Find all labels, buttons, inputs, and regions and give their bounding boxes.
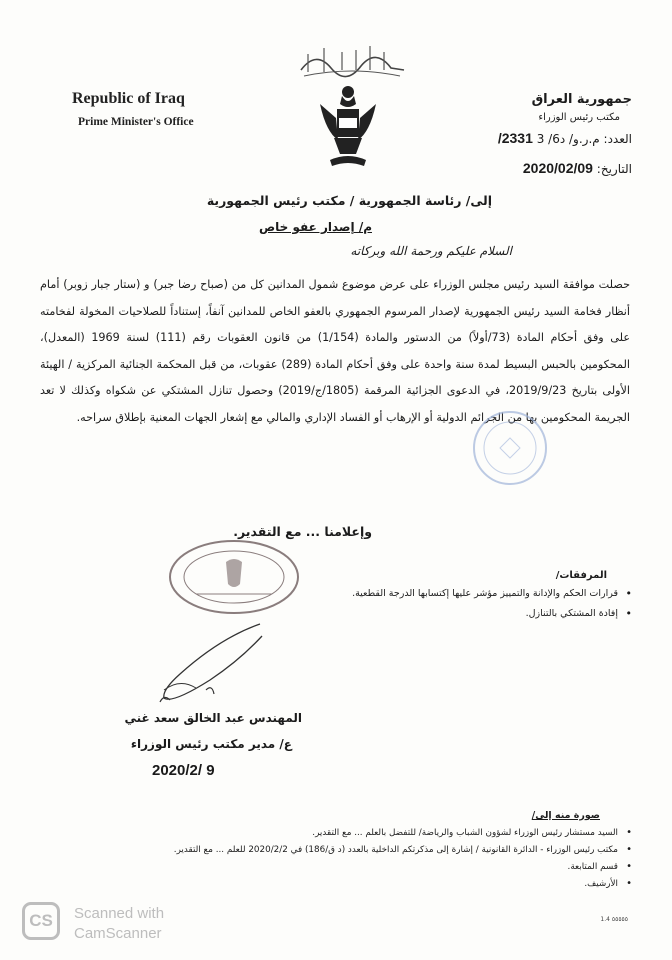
signatory-role: ع/ مدير مكتب رئيس الوزراء — [130, 737, 292, 751]
copy-recipient-item: • الأرشيف. — [112, 879, 632, 889]
attachment-item: • قرارات الحكم والإدانة والتمييز مؤشر عليها إكتسابها الدرجة القطعية. — [302, 588, 632, 599]
reference-number-label: العدد: م.ر.و/ د6/ 3 — [536, 132, 632, 146]
iraq-eagle-emblem-icon — [316, 82, 380, 172]
signature-date: 2020/2/ 9 — [152, 762, 215, 779]
attachments-title: المرفقات/ — [555, 570, 607, 581]
camscanner-line-2: CamScanner — [74, 925, 162, 942]
letter-date-value: 2020/02/09 — [522, 160, 593, 176]
letter-date — [523, 160, 632, 176]
camscanner-line-1: Scanned with — [74, 905, 165, 922]
reference-number-value: 2331/ — [497, 130, 533, 146]
copies-title: صورة منه إلى/ — [531, 810, 600, 821]
footer-code: 1.4 ٥٥٥٥٥ — [600, 916, 628, 923]
copy-recipient-item: • مكتب رئيس الوزراء - الدائرة القانونية / إشارة إلى مذكرتكم الداخلية بالعدد (د ق/186) في 2020/2/2 للعلم ... مع التقدير. — [112, 845, 632, 855]
basmala-calligraphy — [296, 40, 408, 80]
arabic-country-title: جمهورية العراق — [531, 92, 632, 107]
camscanner-watermark — [74, 904, 164, 944]
subject-line: م/ إصدار عفو خاص — [258, 220, 372, 234]
copies-list — [112, 828, 632, 896]
blue-round-stamp — [470, 408, 550, 488]
official-oval-stamp — [166, 538, 302, 616]
closing-line: وإعلامنا ... مع التقدير. — [233, 524, 372, 539]
arabic-office-title: مكتب رئيس الوزراء — [538, 112, 620, 123]
copy-recipient-item: • السيد مستشار رئيس الوزراء لشؤون الشباب والرياضة/ للتفضل بالعلم ... مع التقدير. — [112, 828, 632, 838]
letter-body: حصلت موافقة السيد رئيس مجلس الوزراء على عرض موضوع شمول المدانين كل من (صباح رضا جبر) و (ستار جبار زوبر) أمام أنظار فخامة السيد رئيس الجمهورية لإصدار المرسوم الجمهوري بالعفو الخاص للمدانين آنفاً، إستناداً للصلاحيات المخولة لفخامته على وفق أحكام المادة (73/أولاً) من الدستور والمادة (1/154) من قانون العقوبات رقم (111) لسنة 1969 (المعدل)، المحكومين بالحبس البسيط لمدة سنة واحدة على وفق أحكام المادة (289) عقوبات، من قبل المحكمة الجنائية المركزية / الهيئة الأولى بتاريخ 2019/9/23، في الدعوى الجزائية المرقمة (1805/ج/2019) وحصول تنازل المشتكي عن شكواه وكذلك لا تعد الجريمة المحكومين بها من الجرائم الدولية أو الإرهاب أو الفساد الإداري والمالي مع إشعار الجهات المعنية بإطلاق سراحه. — [40, 278, 631, 424]
handwritten-signature — [150, 618, 270, 710]
english-office-title: Prime Minister's Office — [78, 116, 194, 128]
copy-recipient-item: • قسم المتابعة. — [112, 862, 632, 872]
reference-number — [498, 130, 632, 146]
signatory-name: المهندس عبد الخالق سعد غني — [124, 711, 302, 725]
letter-date-label: التاريخ: — [596, 162, 632, 176]
camscanner-logo-icon: CS — [22, 902, 60, 940]
attachment-item: • إفادة المشتكي بالتنازل. — [302, 608, 632, 619]
greeting: السلام عليكم ورحمة الله وبركاته — [350, 244, 512, 258]
attachments-list — [302, 588, 632, 628]
addressee: إلى/ رئاسة الجمهورية / مكتب رئيس الجمهورية — [206, 193, 492, 208]
english-country-title: Republic of Iraq — [72, 90, 185, 107]
